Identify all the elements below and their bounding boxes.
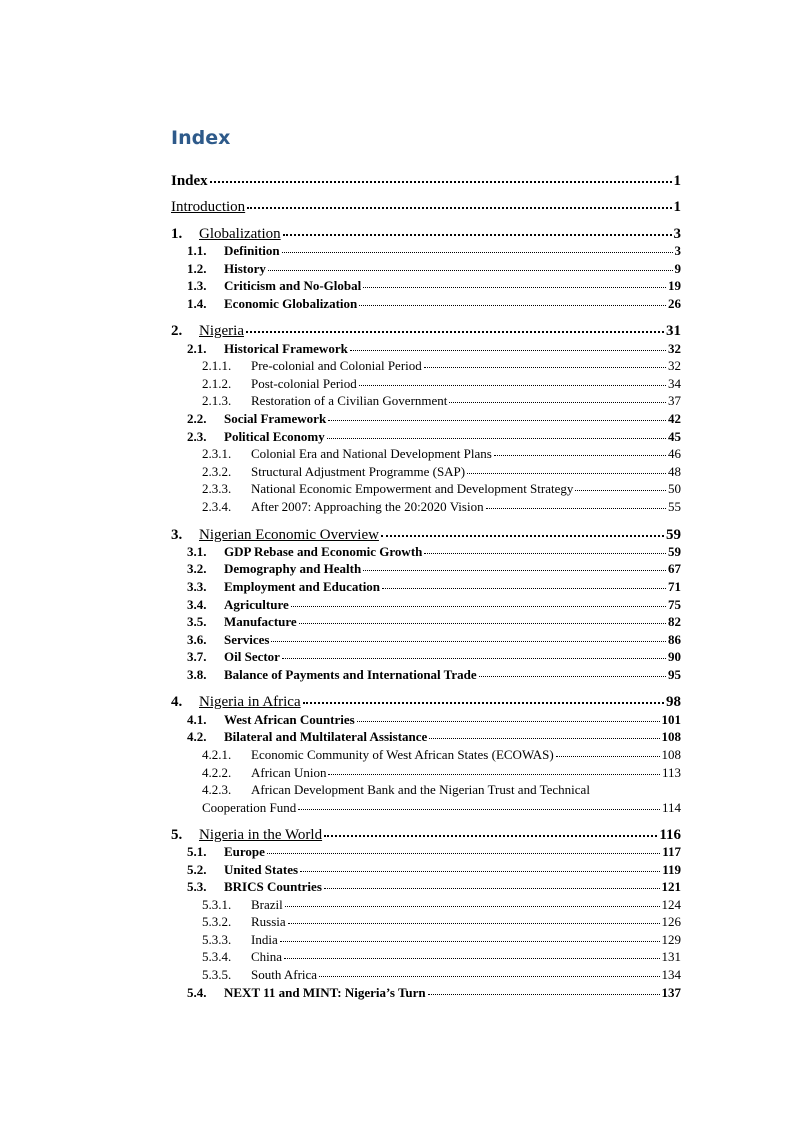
toc-number: 5.1. bbox=[187, 844, 207, 859]
toc-title: Globalization bbox=[199, 226, 281, 242]
toc-title: After 2007: Approaching the 20:2020 Vision bbox=[251, 499, 484, 514]
toc-page: 48 bbox=[668, 464, 681, 479]
toc-entry-index[interactable] bbox=[171, 171, 681, 190]
toc-title: Services bbox=[224, 632, 270, 647]
toc-entry-section[interactable] bbox=[171, 278, 681, 294]
toc-entry-subsection[interactable] bbox=[171, 393, 681, 409]
toc-entry-section[interactable] bbox=[171, 712, 681, 728]
toc-page: 71 bbox=[668, 579, 681, 594]
toc-page: 108 bbox=[661, 747, 681, 762]
toc-entry-subsection[interactable] bbox=[171, 358, 681, 374]
toc-page: 55 bbox=[668, 499, 681, 514]
toc-entry-section[interactable] bbox=[171, 429, 681, 445]
dot-leader bbox=[479, 666, 666, 677]
toc-number: 3.1. bbox=[187, 544, 207, 559]
toc-entry-section[interactable] bbox=[171, 411, 681, 427]
dot-leader bbox=[300, 861, 660, 872]
dot-leader bbox=[359, 375, 666, 386]
toc-title: Balance of Payments and International Trade bbox=[224, 667, 477, 682]
toc-number: 5.4. bbox=[187, 985, 207, 1000]
toc-number: 3.5. bbox=[187, 614, 207, 629]
toc-page: 45 bbox=[668, 429, 681, 444]
toc-entry-chapter[interactable] bbox=[171, 321, 681, 340]
toc-entry-section[interactable] bbox=[171, 341, 681, 357]
toc-entry-section[interactable] bbox=[171, 879, 681, 895]
toc-number: 3.7. bbox=[187, 649, 207, 664]
toc-title: Nigerian Economic Overview bbox=[199, 527, 379, 543]
toc-entry-chapter[interactable] bbox=[171, 525, 681, 544]
toc-page: 59 bbox=[666, 527, 681, 543]
toc-number: 5.2. bbox=[187, 862, 207, 877]
toc-number: 2.2. bbox=[187, 411, 207, 426]
toc-title: NEXT 11 and MINT: Nigeria’s Turn bbox=[224, 985, 426, 1000]
toc-number: 2.3.1. bbox=[202, 446, 232, 461]
toc-title: India bbox=[251, 932, 278, 947]
toc-page: 137 bbox=[661, 985, 681, 1000]
toc-entry-section[interactable] bbox=[171, 597, 681, 613]
dot-leader bbox=[319, 966, 659, 977]
toc-title: China bbox=[251, 949, 283, 964]
toc-entry-section[interactable] bbox=[171, 296, 681, 312]
toc-entry-subsection[interactable] bbox=[171, 499, 681, 515]
toc-entry-section[interactable] bbox=[171, 985, 681, 1001]
toc-page: 32 bbox=[668, 341, 681, 356]
toc-entry-subsection[interactable] bbox=[171, 932, 681, 948]
toc-entry-section[interactable] bbox=[171, 243, 681, 259]
toc-title: Economic Community of West African States (ECOWAS) bbox=[251, 747, 554, 762]
toc-number: 4.2.1. bbox=[202, 747, 232, 762]
toc-page: 3 bbox=[673, 226, 681, 242]
dot-leader bbox=[267, 843, 660, 854]
toc-page: 86 bbox=[668, 632, 681, 647]
toc-page: 98 bbox=[666, 694, 681, 710]
dot-leader bbox=[424, 543, 666, 554]
toc-page: 34 bbox=[668, 376, 681, 391]
dot-leader bbox=[291, 596, 666, 607]
dot-leader bbox=[280, 931, 660, 942]
dot-leader bbox=[268, 260, 673, 271]
toc-number: 2.1.2. bbox=[202, 376, 232, 391]
toc-number: 3.2. bbox=[187, 561, 207, 576]
toc-entry-subsection[interactable] bbox=[171, 376, 681, 392]
dot-leader bbox=[494, 445, 666, 456]
dot-leader bbox=[424, 357, 666, 368]
toc-number: 5.3.1. bbox=[202, 897, 232, 912]
toc-entry-subsection[interactable] bbox=[171, 747, 681, 763]
dot-leader bbox=[575, 480, 666, 491]
toc-number: 2.3.4. bbox=[202, 499, 232, 514]
toc-entry-section[interactable] bbox=[171, 561, 681, 577]
toc-number: 2. bbox=[171, 323, 183, 339]
toc-entry-section[interactable] bbox=[171, 632, 681, 648]
toc-page: 19 bbox=[668, 278, 681, 293]
toc-entry-section[interactable] bbox=[171, 544, 681, 560]
toc-title: Criticism and No-Global bbox=[224, 278, 362, 293]
toc-title: Index bbox=[171, 173, 208, 189]
toc-number: 3. bbox=[171, 527, 183, 543]
toc-page: 26 bbox=[668, 296, 681, 311]
toc-number: 2.1. bbox=[187, 341, 207, 356]
toc-title: Political Economy bbox=[224, 429, 325, 444]
dot-leader bbox=[381, 523, 664, 537]
toc-page: 82 bbox=[668, 614, 681, 629]
toc-page: 134 bbox=[661, 967, 681, 982]
toc-entry-section[interactable] bbox=[171, 862, 681, 878]
toc-title: Restoration of a Civilian Government bbox=[251, 393, 448, 408]
toc-number: 5. bbox=[171, 827, 183, 843]
dot-leader bbox=[285, 896, 660, 907]
toc-entry-section[interactable] bbox=[171, 667, 681, 683]
dot-leader bbox=[382, 578, 666, 589]
toc-number: 3.6. bbox=[187, 632, 207, 647]
toc-page: 1 bbox=[673, 199, 681, 215]
toc-title: African Development Bank and the Nigerian Trust and Technical bbox=[251, 782, 590, 797]
toc-title: Post-colonial Period bbox=[251, 376, 357, 391]
dot-leader bbox=[350, 340, 666, 351]
toc-title: Demography and Health bbox=[224, 561, 362, 576]
toc-page: 129 bbox=[661, 932, 681, 947]
toc-entry-subsection[interactable] bbox=[171, 949, 681, 965]
dot-leader bbox=[210, 169, 672, 183]
dot-leader bbox=[282, 648, 666, 659]
dot-leader bbox=[284, 948, 659, 959]
toc-number: 4.1. bbox=[187, 712, 207, 727]
toc-number: 1.2. bbox=[187, 261, 207, 276]
toc-number: 5.3.5. bbox=[202, 967, 232, 982]
toc-title: National Economic Empowerment and Development Strategy bbox=[251, 481, 574, 496]
toc-entry-chapter[interactable] bbox=[171, 224, 681, 243]
toc-title: Social Framework bbox=[224, 411, 327, 426]
dot-leader bbox=[298, 799, 660, 810]
toc-entry-section[interactable] bbox=[171, 649, 681, 665]
toc-title: Nigeria in Africa bbox=[199, 694, 301, 710]
toc-entry-section[interactable] bbox=[171, 261, 681, 277]
dot-leader bbox=[271, 631, 666, 642]
toc-page: 114 bbox=[661, 800, 681, 815]
toc-entry-section[interactable] bbox=[171, 614, 681, 630]
toc-page: 50 bbox=[668, 481, 681, 496]
toc-page: 31 bbox=[666, 323, 681, 339]
toc-title: History bbox=[224, 261, 266, 276]
toc-page: 3 bbox=[674, 243, 681, 258]
toc-number: 3.8. bbox=[187, 667, 207, 682]
toc-page: 75 bbox=[668, 597, 681, 612]
toc-number: 5.3.4. bbox=[202, 949, 232, 964]
dot-leader bbox=[467, 463, 666, 474]
toc-title: Employment and Education bbox=[224, 579, 381, 594]
toc-number: 2.3.2. bbox=[202, 464, 232, 479]
dot-leader bbox=[247, 195, 671, 209]
dot-leader bbox=[359, 295, 666, 306]
toc-title: GDP Rebase and Economic Growth bbox=[224, 544, 423, 559]
toc-page: 9 bbox=[674, 261, 681, 276]
toc-title: Introduction bbox=[171, 199, 246, 215]
toc-title: Pre-colonial and Colonial Period bbox=[251, 358, 422, 373]
toc-page: 32 bbox=[668, 358, 681, 373]
toc-number: 1.1. bbox=[187, 243, 207, 258]
toc-entry-chapter[interactable] bbox=[171, 692, 681, 711]
dot-leader bbox=[357, 711, 660, 722]
toc-page: 59 bbox=[668, 544, 681, 559]
toc-page: 121 bbox=[661, 879, 681, 894]
toc-entry-subsection[interactable] bbox=[171, 914, 681, 930]
toc-title: BRICS Countries bbox=[224, 879, 322, 894]
dot-leader bbox=[299, 613, 666, 624]
dot-leader bbox=[282, 242, 673, 253]
toc-number: 2.3.3. bbox=[202, 481, 232, 496]
toc-page: 95 bbox=[668, 667, 681, 682]
toc-number: 3.4. bbox=[187, 597, 207, 612]
dot-leader bbox=[328, 764, 660, 775]
toc-page: 42 bbox=[668, 411, 681, 426]
toc-page: 126 bbox=[661, 914, 681, 929]
toc-title: Russia bbox=[251, 914, 286, 929]
toc-title: Manufacture bbox=[224, 614, 297, 629]
dot-leader bbox=[303, 690, 664, 704]
toc-number: 4.2.3. bbox=[202, 782, 232, 797]
toc-number: 2.3. bbox=[187, 429, 207, 444]
toc-number: 2.1.1. bbox=[202, 358, 232, 373]
dot-leader bbox=[324, 878, 660, 889]
toc-title: Europe bbox=[224, 844, 265, 859]
dot-leader bbox=[246, 319, 664, 333]
toc-title: Historical Framework bbox=[224, 341, 348, 356]
toc-entry-subsection[interactable] bbox=[171, 765, 681, 781]
page-title: Index bbox=[171, 127, 231, 149]
toc-page: 131 bbox=[661, 949, 681, 964]
toc-number: 1.3. bbox=[187, 278, 207, 293]
toc-entry-subsection[interactable] bbox=[171, 464, 681, 480]
toc-page: 90 bbox=[668, 649, 681, 664]
toc-entry-section[interactable] bbox=[171, 729, 681, 745]
toc-entry-section[interactable] bbox=[171, 844, 681, 860]
toc-number: 4. bbox=[171, 694, 183, 710]
toc-title: West African Countries bbox=[224, 712, 355, 727]
dot-leader bbox=[327, 428, 666, 439]
toc-page: 37 bbox=[668, 393, 681, 408]
dot-leader bbox=[429, 728, 659, 739]
toc-title: Structural Adjustment Programme (SAP) bbox=[251, 464, 466, 479]
toc-entry-subsection-wrapped[interactable] bbox=[171, 782, 681, 816]
toc-title: South Africa bbox=[251, 967, 318, 982]
toc-title: Definition bbox=[224, 243, 280, 258]
dot-leader bbox=[363, 560, 666, 571]
toc-entry-chapter[interactable] bbox=[171, 825, 681, 844]
toc-number: 5.3.2. bbox=[202, 914, 232, 929]
toc-entry-subsection[interactable] bbox=[171, 481, 681, 497]
toc-number: 5.3. bbox=[187, 879, 207, 894]
toc-number: 4.2. bbox=[187, 729, 207, 744]
toc-page: 117 bbox=[662, 844, 681, 859]
toc-title: United States bbox=[224, 862, 299, 877]
toc-title: Colonial Era and National Development Plans bbox=[251, 446, 492, 461]
toc-number: 1. bbox=[171, 226, 183, 242]
toc-entry-subsection[interactable] bbox=[171, 446, 681, 462]
dot-leader bbox=[324, 823, 657, 837]
toc-entry-section[interactable] bbox=[171, 579, 681, 595]
toc-title: Oil Sector bbox=[224, 649, 280, 664]
dot-leader bbox=[328, 410, 666, 421]
dot-leader bbox=[288, 913, 660, 924]
dot-leader bbox=[449, 392, 666, 403]
dot-leader bbox=[363, 277, 666, 288]
toc-title: Nigeria bbox=[199, 323, 244, 339]
toc-page: 1 bbox=[673, 173, 681, 189]
toc-number: 3.3. bbox=[187, 579, 207, 594]
toc-entry-subsection[interactable] bbox=[171, 897, 681, 913]
toc-number: 1.4. bbox=[187, 296, 207, 311]
toc-number: 2.1.3. bbox=[202, 393, 232, 408]
toc-entry-subsection[interactable] bbox=[171, 967, 681, 983]
toc-title: Nigeria in the World bbox=[199, 827, 323, 843]
toc-title: African Union bbox=[251, 765, 327, 780]
toc-title-continued: Cooperation Fund bbox=[202, 800, 297, 815]
toc-entry-introduction[interactable] bbox=[171, 197, 681, 216]
toc-page: 119 bbox=[662, 862, 681, 877]
toc-page: 108 bbox=[661, 729, 681, 744]
toc-number: 5.3.3. bbox=[202, 932, 232, 947]
dot-leader bbox=[556, 746, 660, 757]
dot-leader bbox=[283, 222, 672, 236]
toc-page: 101 bbox=[661, 712, 681, 727]
toc-title: Economic Globalization bbox=[224, 296, 358, 311]
toc-page: 113 bbox=[661, 765, 681, 780]
toc-title: Agriculture bbox=[224, 597, 289, 612]
toc-page: 46 bbox=[668, 446, 681, 461]
dot-leader bbox=[486, 498, 666, 509]
toc-title: Bilateral and Multilateral Assistance bbox=[224, 729, 428, 744]
toc-title: Brazil bbox=[251, 897, 283, 912]
toc-page: 67 bbox=[668, 561, 681, 576]
toc-page: 124 bbox=[661, 897, 681, 912]
toc-number: 4.2.2. bbox=[202, 765, 232, 780]
dot-leader bbox=[428, 984, 660, 995]
toc-page: 116 bbox=[659, 827, 681, 843]
